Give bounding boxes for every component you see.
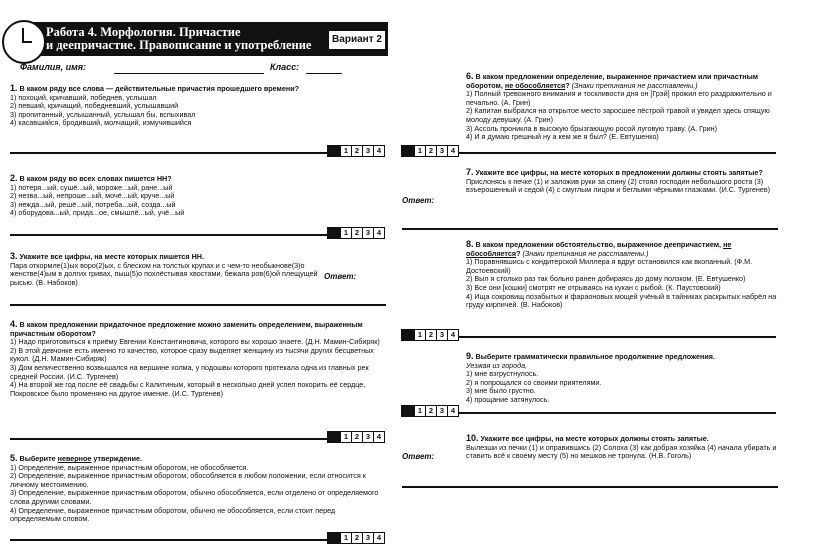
name-label: Фамилия, имя: xyxy=(20,62,87,72)
answer-box-4[interactable]: 4 xyxy=(373,145,385,157)
divider xyxy=(402,486,778,488)
clock-icon xyxy=(2,20,46,64)
question-6 xyxy=(466,72,778,142)
option-4: 4) На второй же год после её свадьбы с Калитиным, который в несколько дней успел покорить её сердце, Покровское было променяно на другое имение. (И.С. Тургенев) xyxy=(10,380,366,398)
question-text: Выберите грамматически правильное продолжение предложения. xyxy=(475,352,715,361)
option-2: 2) Капитан выбрался на открытое место заросшее пёстрой травой и увидел здесь спящую молоду девушку. (А. Грин) xyxy=(466,106,770,124)
answer-box-2[interactable]: 2 xyxy=(425,329,437,341)
answer-box-4[interactable]: 4 xyxy=(373,227,385,239)
answer-field-q10[interactable] xyxy=(402,452,434,461)
divider xyxy=(458,336,776,338)
answer-box-marker xyxy=(401,405,415,417)
option-2: 2) Выл я столько раз так больно ранен добираясь до дому ползком. (Е. Евтушенко) xyxy=(466,274,746,284)
answer-box-2[interactable]: 2 xyxy=(425,405,437,417)
worksheet-title xyxy=(46,26,316,52)
question-lead: Уезжая из города, xyxy=(466,360,528,370)
option-3: 3) Дом величественно возвышался на вершине холма, у подошвы которого протекала одна из главных рек средней России. (И.С. Тургенев) xyxy=(10,362,369,381)
answer-boxes-q6[interactable] xyxy=(402,145,459,157)
question-number: 8. xyxy=(466,239,474,249)
question-text: Укажите все цифры, на месте которых пишется НН. xyxy=(19,252,204,261)
option-2: 2) я попрощался со своими приятелями. xyxy=(466,377,602,387)
question-note: (Знаки препинания не расставлены.) xyxy=(522,248,649,258)
option-4: 4) Определение, выраженное причастным оборотом, обычно не обособляется, если стоит перед определяемым словом. xyxy=(10,505,336,524)
answer-box-marker xyxy=(401,329,415,341)
answer-box-3[interactable]: 3 xyxy=(362,145,374,157)
answer-boxes-q5[interactable] xyxy=(328,532,385,544)
answer-box-marker xyxy=(327,532,341,544)
answer-box-1[interactable]: 1 xyxy=(414,145,426,157)
answer-box-3[interactable]: 3 xyxy=(362,227,374,239)
answer-box-1[interactable]: 1 xyxy=(340,532,352,544)
answer-box-2[interactable]: 2 xyxy=(351,532,363,544)
question-number: 6. xyxy=(466,71,474,81)
answer-label: Ответ: xyxy=(324,272,357,281)
answer-box-marker xyxy=(401,145,415,157)
question-body: Вылезши из печки (1) и оправившись (2) Солоха (3) как добрая хозяйка (4) начала убирать и ставить всё к своему месту (5) но мешков не тронула. (Н.В. Гоголь) xyxy=(466,442,777,461)
question-5 xyxy=(10,454,386,524)
answer-label: Ответ: xyxy=(402,196,435,205)
divider xyxy=(10,539,328,541)
answer-box-1[interactable]: 1 xyxy=(340,145,352,157)
question-2 xyxy=(10,174,386,218)
option-4: 4) прощание затянулось. xyxy=(466,394,550,404)
option-1: 1) Определение, выраженное причастным оборотом, не обособляется. xyxy=(10,462,249,472)
divider xyxy=(10,234,328,236)
question-body: Прислонясь к печке (1) и заложив руки за спину (2) стоял господин небольшого роста (3) взъерошенный и седой (4) с смуглым лицом и беглыми чёрными глазками. (И.С. Тургенев) xyxy=(466,176,771,195)
question-number: 4. xyxy=(10,319,18,329)
answer-box-1[interactable]: 1 xyxy=(340,431,352,443)
answer-boxes-q9[interactable] xyxy=(402,405,459,417)
answer-box-3[interactable]: 3 xyxy=(362,532,374,544)
name-field[interactable] xyxy=(114,73,264,74)
answer-field-q3[interactable] xyxy=(324,272,356,281)
answer-box-1[interactable]: 1 xyxy=(340,227,352,239)
answer-box-2[interactable]: 2 xyxy=(351,227,363,239)
title-line-2: и деепричастие. Правописание и употребление xyxy=(46,38,312,52)
question-text: Выберите xyxy=(19,454,58,463)
answer-box-3[interactable]: 3 xyxy=(436,405,448,417)
option-2: 2) Определение, выраженное причастным оборотом, обособляется в любом положении, если относится к личному местоимению. xyxy=(10,471,366,489)
question-10 xyxy=(466,434,778,461)
divider xyxy=(10,152,328,154)
answer-boxes-q1[interactable] xyxy=(328,145,385,157)
student-info-row xyxy=(8,62,392,76)
question-text-emphasis: не обособляется xyxy=(504,80,566,90)
question-3 xyxy=(10,252,320,287)
option-3: 3) мне было грустно. xyxy=(466,386,536,396)
option-1: 1) мне взгрустнулось. xyxy=(466,369,539,379)
answer-box-1[interactable]: 1 xyxy=(414,329,426,341)
answer-box-2[interactable]: 2 xyxy=(425,145,437,157)
title-line-1: Работа 4. Морфология. Причастие xyxy=(46,25,241,39)
question-text-end: ? xyxy=(565,80,570,90)
question-text: В каком ряду все слова — действительные причастия прошедшего времени? xyxy=(19,84,300,93)
option-3: 3) нежда...ый, решё...ый, потреба...ый, созда...ый xyxy=(10,199,176,209)
option-4: 4) оборудова...ый, прида...ое, смышлё...ый, учё...ый xyxy=(10,208,185,218)
divider xyxy=(10,304,386,306)
answer-box-3[interactable]: 3 xyxy=(436,329,448,341)
question-body: Пара откормле(1)ых воро(2)ых, с блеском на толстых крупах и с чем-то необыкнове(3)о женстве(4)ым в долгих гривах, пыш(5)о похлёстывая хвостами, бежала ров(6)ой плещущей рысью. (В. Набоков) xyxy=(10,260,318,287)
answer-box-marker xyxy=(327,145,341,157)
question-number: 9. xyxy=(466,351,474,361)
answer-boxes-q4[interactable] xyxy=(328,431,385,443)
option-2: 2) незва...ый, непроше...ый, мочё...ый, круче...ый xyxy=(10,191,175,201)
question-number: 5. xyxy=(10,453,18,463)
question-8 xyxy=(466,240,778,310)
question-number: 1. xyxy=(10,83,18,93)
question-number: 3. xyxy=(10,251,18,261)
question-text-end: ? xyxy=(516,248,521,258)
option-3: 3) пропитанный, услышанный, услышал бы, вспыхивал xyxy=(10,109,196,119)
question-text: В каком предложении придаточное предложение можно заменить определением, выраженным причастным оборотом? xyxy=(10,320,363,338)
divider xyxy=(10,438,328,440)
answer-field-q7[interactable] xyxy=(402,196,434,205)
option-4: 4) Ища сокровищ позабытых и фараоновых мощей учёный в тайниках раскрытых набрёл на груду кирпичей. (В. Набоков) xyxy=(466,291,777,310)
option-4: 4) И я думаю грешный ну а кем же я был? (Е. Евтушенко) xyxy=(466,132,659,142)
answer-box-1[interactable]: 1 xyxy=(414,405,426,417)
question-number: 10. xyxy=(466,433,479,443)
answer-box-2[interactable]: 2 xyxy=(351,145,363,157)
question-7 xyxy=(466,168,778,195)
divider xyxy=(458,152,776,154)
divider xyxy=(402,228,778,230)
worksheet-header xyxy=(8,18,392,62)
answer-box-4[interactable]: 4 xyxy=(447,405,459,417)
answer-box-3[interactable]: 3 xyxy=(436,145,448,157)
question-number: 2. xyxy=(10,173,18,183)
option-2: 2) В этой девчонке есть именно то качество, которое сразу выделяет женщину из тысячи других бесцветных кукол. (Д.Н. Мамин-Сибиряк) xyxy=(10,345,374,364)
question-note: (Знаки препинания не расставлены.) xyxy=(571,80,698,90)
question-text-emphasis: не обособляется xyxy=(466,240,732,258)
option-1: 1) Надо приготовиться к приёму Евгении Константиновича, которого вы хорошо знаете. (Д.Н. Мамин-Сибиряк) xyxy=(10,337,380,347)
option-3: 3) Определение, выраженное причастным оборотом, обычно обособляется, если отделено от определяемого слова другими словами. xyxy=(10,488,379,506)
answer-box-3[interactable]: 3 xyxy=(362,431,374,443)
question-1 xyxy=(10,84,386,128)
question-text: Укажите все цифры, на месте которых должны стоять запятые. xyxy=(480,434,709,443)
question-text: В каком предложении определение, выраженное причастием или причастным оборотом, xyxy=(466,72,759,90)
answer-box-4[interactable]: 4 xyxy=(373,431,385,443)
option-1: 1) похоций, кричавший, победнев, услышал xyxy=(10,92,157,102)
question-4 xyxy=(10,320,386,398)
answer-boxes-q8[interactable] xyxy=(402,329,459,341)
answer-boxes-q2[interactable] xyxy=(328,227,385,239)
question-9 xyxy=(466,352,778,405)
option-3: 3) Все они [кошки] смотрят не отрываясь на кукан с рыбой. (К. Паустовский) xyxy=(466,282,721,292)
question-text: В каком предложении обстоятельство, выраженное деепричастием, xyxy=(475,240,724,249)
question-text-end: утверждение. xyxy=(91,454,143,463)
question-text: Укажите все цифры, на месте которых в предложении должны стоять запятые? xyxy=(475,168,763,177)
option-4: 4) касавшийся, бродивший, молчащий, измучившийся xyxy=(10,118,192,128)
answer-box-marker xyxy=(327,227,341,239)
class-label: Класс: xyxy=(270,62,300,72)
answer-box-4[interactable]: 4 xyxy=(373,532,385,544)
question-text-emphasis: неверное xyxy=(57,454,92,463)
class-field[interactable] xyxy=(306,73,342,74)
option-1: 1) Полный тревожного внимания и тоскливости дня он [Грэй] прожил его раздражительно и печально. (А. Грин) xyxy=(466,89,772,107)
option-3: 3) Ассоль проникла в высокую брызгающую росой луговую траву. (А. Грин) xyxy=(466,123,718,133)
question-number: 7. xyxy=(466,167,474,177)
option-2: 2) певший, кричащий, победневший, услышавший xyxy=(10,101,179,111)
option-1: 1) потеря...ый, сушё...ый, мороже...ый, ране...ый xyxy=(10,182,173,192)
answer-box-4[interactable]: 4 xyxy=(447,145,459,157)
variant-badge: Вариант 2 xyxy=(328,30,386,50)
answer-box-4[interactable]: 4 xyxy=(447,329,459,341)
divider xyxy=(458,412,776,414)
answer-box-2[interactable]: 2 xyxy=(351,431,363,443)
answer-box-marker xyxy=(327,431,341,443)
question-text: В каком ряду во всех словах пишется НН? xyxy=(19,174,172,183)
option-1: 1) Поравнявшись с кондитерской Миллера я вдруг остановился как вкопанный. (Ф.М. Достоевский) xyxy=(466,257,753,275)
answer-label: Ответ: xyxy=(402,452,435,461)
